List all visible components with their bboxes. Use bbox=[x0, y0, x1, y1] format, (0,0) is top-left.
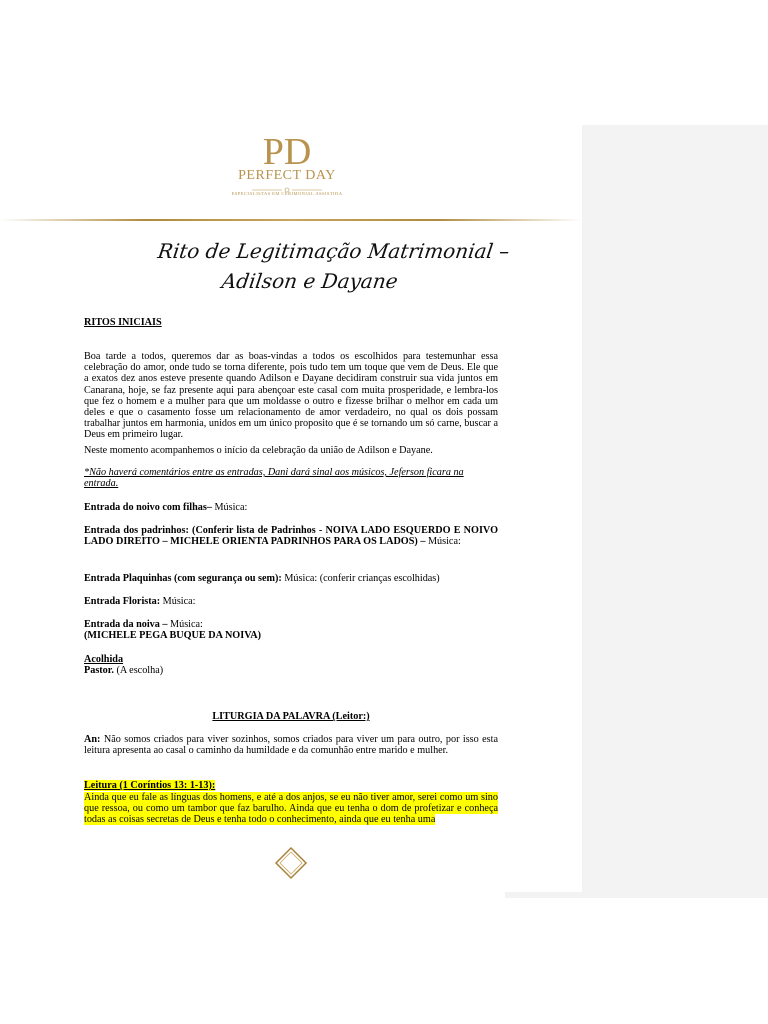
an-paragraph bbox=[84, 734, 498, 756]
acolhida-pastor bbox=[84, 665, 498, 676]
entry-value: Música: bbox=[160, 596, 196, 607]
svg-text:PD: PD bbox=[262, 131, 312, 173]
entry-label: Entrada dos padrinhos: (Conferir lista de Padrinhos - NOIVA LADO ESQUERDO E NOIVO LADO DIREITO – MICHELE ORIENTA PADRINHOS PARA OS LADOS) – bbox=[84, 525, 498, 548]
welcome-paragraph: Boa tarde a todos, queremos dar as boas-vindas a todos os escolhidos para testemunhar essa celebração do amor, onde tudo se torna diferente, pois tudo tem um toque que vem de Deus. Ele que a exatos dez anos esteve presente quando Adilson e Dayane decidiram construir sua vida juntos em Canarana, hoje, se faz presente aqui para abençoar este casal com muita prosperidade, e lembra-los que fez o homem e a mulher para que um moldasse o outro e fizesse brilhar o melhor em cada um deles e que o casamento fosse um relacionamento de amor verdadeiro, no qual os dois possam trabalhar juntos em harmonia, unidos em um único proposito que é se tornando um só carne, buscar a Deus em primeiro lugar. bbox=[84, 351, 498, 441]
entry-value: Música: (conferir crianças escolhidas) bbox=[281, 573, 440, 584]
monogram-icon bbox=[262, 128, 312, 173]
entry-value: Música: bbox=[211, 502, 248, 513]
header-divider bbox=[0, 219, 582, 221]
opening-line: Neste momento acompanhemos o início da celebração da união de Adilson e Dayane. bbox=[84, 445, 433, 456]
brand-tagline: ESPECIALISTAS EM CERIMONIAL ASSISTIDA bbox=[231, 191, 343, 196]
entry-label: Entrada do noivo com filhas– bbox=[84, 502, 212, 513]
footer-ornament-icon bbox=[107, 847, 475, 881]
entry-noiva bbox=[84, 619, 498, 630]
brand-name: PERFECT DAY bbox=[238, 168, 336, 183]
entry-florista bbox=[84, 596, 498, 607]
brand-logo bbox=[222, 128, 352, 204]
entry-noiva-instruction: (MICHELE PEGA BUQUE DA NOIVA) bbox=[84, 630, 261, 641]
reading-heading bbox=[84, 780, 498, 791]
entry-label: Entrada Plaquinhas (com segurança ou sem): bbox=[84, 573, 282, 584]
entry-label: Entrada da noiva – bbox=[84, 619, 168, 630]
entry-plaquinhas bbox=[84, 573, 498, 584]
musicians-note: *Não haverá comentários entre as entradas, Dani dará sinal aos músicos, Jeferson ficara na entrada. bbox=[84, 467, 464, 490]
entry-label: Entrada Florista: bbox=[84, 596, 161, 607]
entry-value: Música: bbox=[425, 536, 461, 548]
an-text: Não somos criados para viver sozinhos, somos criados para viver um para outro, por isso esta leitura apresenta ao casal o caminho da humildade e da comunhão entre marido e mulher. bbox=[84, 734, 498, 757]
section-heading-liturgia: LITURGIA DA PALAVRA (Leitor:) bbox=[212, 711, 370, 722]
acolhida-heading: Acolhida bbox=[84, 654, 124, 665]
section-heading-ritos-iniciais: RITOS INICIAIS bbox=[84, 317, 162, 328]
an-label: An: bbox=[84, 734, 101, 745]
reading-heading-text: Leitura (1 Coríntios 13: 1-13): bbox=[84, 780, 216, 791]
reading-text: Ainda que eu fale as línguas dos homens, e até a dos anjos, se eu não tiver amor, serei como um sino que ressoa, ou como um tambor que faz barulho. Ainda que eu tenha o dom de profetizar e conheça todas as coisas secretas de Deus e tenha todo o conhecimento, ainda que eu tenha uma bbox=[84, 792, 498, 826]
entry-value: Música: bbox=[167, 619, 203, 630]
entry-noivo bbox=[84, 502, 498, 513]
pastor-value: (A escolha) bbox=[113, 665, 164, 676]
document-title-line2: Adilson e Dayane bbox=[220, 269, 400, 293]
entry-padrinhos bbox=[84, 525, 498, 547]
document-title-line1: Rito de Legitimação Matrimonial – bbox=[156, 239, 512, 263]
page-edge bbox=[582, 125, 586, 892]
reading-paragraph bbox=[84, 792, 498, 826]
pastor-label: Pastor. bbox=[84, 665, 114, 676]
